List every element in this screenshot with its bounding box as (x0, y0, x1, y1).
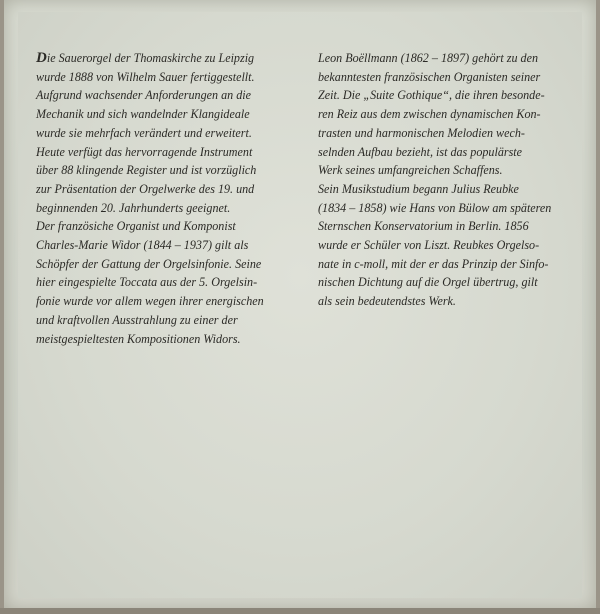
scan-bottom-edge (0, 608, 600, 614)
drop-cap: D (36, 50, 47, 66)
paragraph-reubke: Sein Musikstudium begann Julius Reubke (1834 – 1858) wie Hans von Bülow am späteren Sternschen Konservatorium in Berlin. 1856 wurde er Schüler von Liszt. Reubkes Orgelso- nate in c-moll, mit der er das Prinzip der Sinfo- nischen Dichtung auf die Orgel übertrug, gilt als sein bedeutendstes Werk. (318, 181, 552, 309)
right-text-column (318, 49, 576, 311)
paragraph-organ-history (36, 49, 296, 217)
left-text-column (36, 49, 296, 348)
paragraph-boellmann: Leon Boëllmann (1862 – 1897) gehört zu den bekanntesten französischen Organisten seiner Zeit. Die „Suite Gothique“, die ihren besonde- ren Reiz aus dem zwischen dynamischen Kon- trasten und harmonischen Melodien wech- selnden Aufbau bezieht, ist das populärste Werk seines umfangreichen Schaffens. (318, 51, 545, 178)
paragraph-text: ie Sauerorgel der Thomaskirche zu Leipzig wurde 1888 von Wilhelm Sauer fertiggestellt. Aufgrund wachsender Anforderungen an die Mechanik und sich wandelnder Klangideale wurde sie mehrfach verändert und erweitert. Heute verfügt das hervorragende Instrument über 88 klingende Register und ist vorzüglich zur Präsentation der Orgelwerke des 19. und beginnenden 20. Jahrhunderts geeignet. (36, 51, 257, 215)
paragraph-widor: Der französiche Organist und Komponist Charles-Marie Widor (1844 – 1937) gilt als Schöpfer der Gattung der Orgelsinfonie. Seine hier eingespielte Toccata aus der 5. Orgelsin- fonie wurde vor allem wegen ihrer energischen und kraftvollen Ausstrahlung zu einer der meistgespieltesten Kompositionen Widors. (36, 219, 264, 346)
